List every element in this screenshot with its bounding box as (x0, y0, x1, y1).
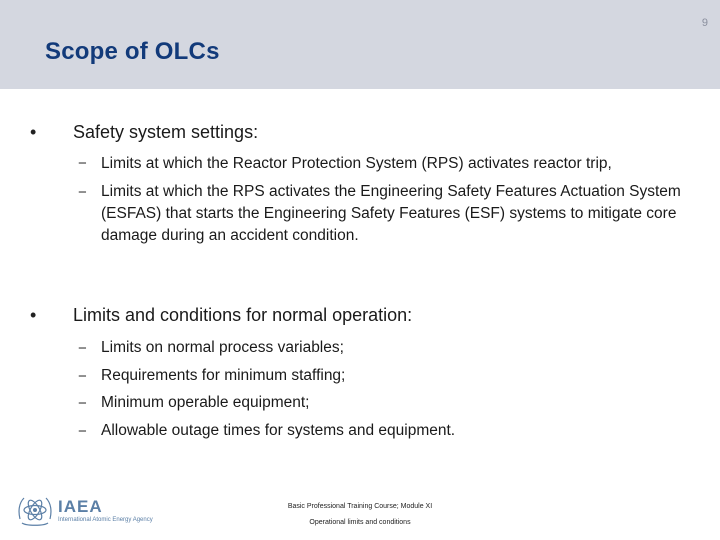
logo-wordmark: IAEA (58, 497, 103, 516)
atom-emblem-icon (16, 493, 54, 529)
footer-topic: Operational limits and conditions (309, 519, 411, 526)
list-item: Limits at which the Reactor Protection System (RPS) activates reactor trip, (101, 155, 612, 172)
slide-title: Scope of OLCs (45, 38, 220, 65)
dash-icon: − (78, 368, 87, 385)
bullet-icon: • (30, 122, 37, 142)
footer-course: Basic Professional Training Course; Module XI (287, 503, 433, 510)
list-item: Allowable outage times for systems and equipment. (101, 422, 456, 439)
section-heading: Safety system settings: (73, 122, 259, 142)
dash-icon: − (78, 423, 87, 440)
logo-subtitle: International Atomic Energy Agency (58, 517, 153, 523)
bullet-icon: • (30, 305, 37, 325)
list-item: Requirements for minimum staffing; (101, 367, 346, 384)
page-number: 9 (701, 17, 708, 29)
list-item: Minimum operable equipment; (101, 394, 310, 411)
dash-icon: − (78, 340, 87, 357)
section-heading: Limits and conditions for normal operation: (73, 305, 413, 325)
list-item: Limits at which the RPS activates the Engineering Safety Features Actuation System (ESFAS) that starts the Engineering Safety Features (ESF) systems to mitigate core damage during an accident condition. (101, 183, 681, 244)
list-item: Limits on normal process variables; (101, 339, 344, 356)
dash-icon: − (78, 395, 87, 412)
dash-icon: − (78, 155, 87, 172)
dash-icon: − (78, 184, 87, 201)
iaea-logo (16, 493, 176, 529)
